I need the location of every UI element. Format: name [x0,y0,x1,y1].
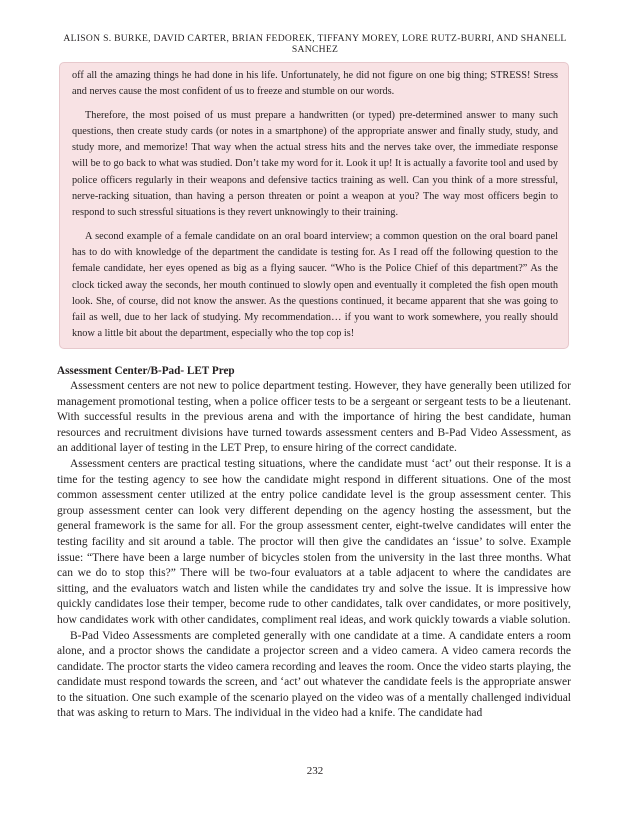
body-paragraph: Assessment centers are not new to police department testing. However, they have generally been utilized for management promotional testing, when a police officer tests to be a sergeant or sergeant tests to be a lieutenant. With successful results in the previous arena and with the importance of hiring the best candidate, human resources and recruitment divisions have turned towards assessment centers and B-Pad Video Assessment, as an additional layer of testing in the LET Prep, to ensure hiring of the correct candidate. [57,380,571,455]
body-paragraph: Assessment centers are practical testing situations, where the candidate must ‘act’ out their response. It is a time for the testing agency to see how the candidate might respond in different situations. One of the most common assessment center utilized at the entry police candidate level is the group assessment center. This group assessment center can look very different depending on the agency hosting the assessment, but the general framework is the same for all. For the group assessment center, eight-twelve candidates will enter the testing facility and sit around a table. The proctor will then give the candidates an ‘issue’ to solve. Example issue: “There have been a large number of bicycles stolen from the university in the last three months. What can we do to stop this?” There will be two-four evaluators at a table adjacent to where the candidates are sitting, and the evaluators watch and listen while the candidates try and solve the issue. It is impressive how quickly candidates lose their temper, become rude to other candidates, talk over candidates, or more positively, how candidates work with other candidates, compliment real ideas, and work quickly towards a viable solution. [57,457,571,626]
page-number: 232 [306,765,324,777]
callout-paragraph: Therefore, the most poised of us must prepare a handwritten (or typed) pre-determined answer to many such questions, then create study cards (or notes in a smartphone) of the appropriate answer and finally study, study, and study more, and memorize! That way when the actual stress hits and the nerves take over, the immediate response will be to go back to what was studied. Don’t take my word for it. Look it up! It is actually a favorite tool and used by police officers regularly in their weapons and defensive tactics training as well. Can you think of a more stressful, nerve-racking situation, than having a person threaten or point a weapon at you? The way most officers begin to respond to such stressful situations is they revert unknowingly to their training. [72,109,558,219]
callout-box [59,62,569,349]
section-body [57,364,571,722]
body-paragraph: B-Pad Video Assessments are completed generally with one candidate at a time. A candidate enters a room alone, and a proctor shows the candidate a projector screen and a video camera. A video camera records the candidate. The proctor starts the video camera recording and leaves the room. Once the video starts playing, the candidate must respond towards the screen, and ‘act’ out whatever the candidate feels is the appropriate answer to the situation. One such example of the scenario played on the video was of a mentally challenged individual that was asking to return to Mars. The individual in the video had a knife. The candidate had [57,629,571,720]
callout-paragraph: A second example of a female candidate on an oral board interview; a common question on the oral board panel has to do with knowledge of the department the candidate is testing for. As I read off the following question to the female candidate, her eyes opened as big as a flying saucer. “Who is the Police Chief of this department?” As the clock ticked away the seconds, her mouth continued to slowly open and eventually it completed the fish open mouth look. She, of course, did not know the answer. As the questions continued, it became apparent that she was going to fail as well, due to her lack of studying. My recommendation… if you want to work somewhere, you really should know a little bit about the department, especially who the top cop is! [72,230,558,340]
section-heading: Assessment Center/B-Pad- LET Prep [57,365,235,377]
running-head: ALISON S. BURKE, DAVID CARTER, BRIAN FEDOREK, TIFFANY MOREY, LORE RUTZ-BURRI, AND SHANELL SANCHEZ [63,33,567,55]
callout-paragraph: off all the amazing things he had done in his life. Unfortunately, he did not figure on one big thing; STRESS! Stress and nerves cause the most confident of us to freeze and stumble on our words. [72,70,558,98]
